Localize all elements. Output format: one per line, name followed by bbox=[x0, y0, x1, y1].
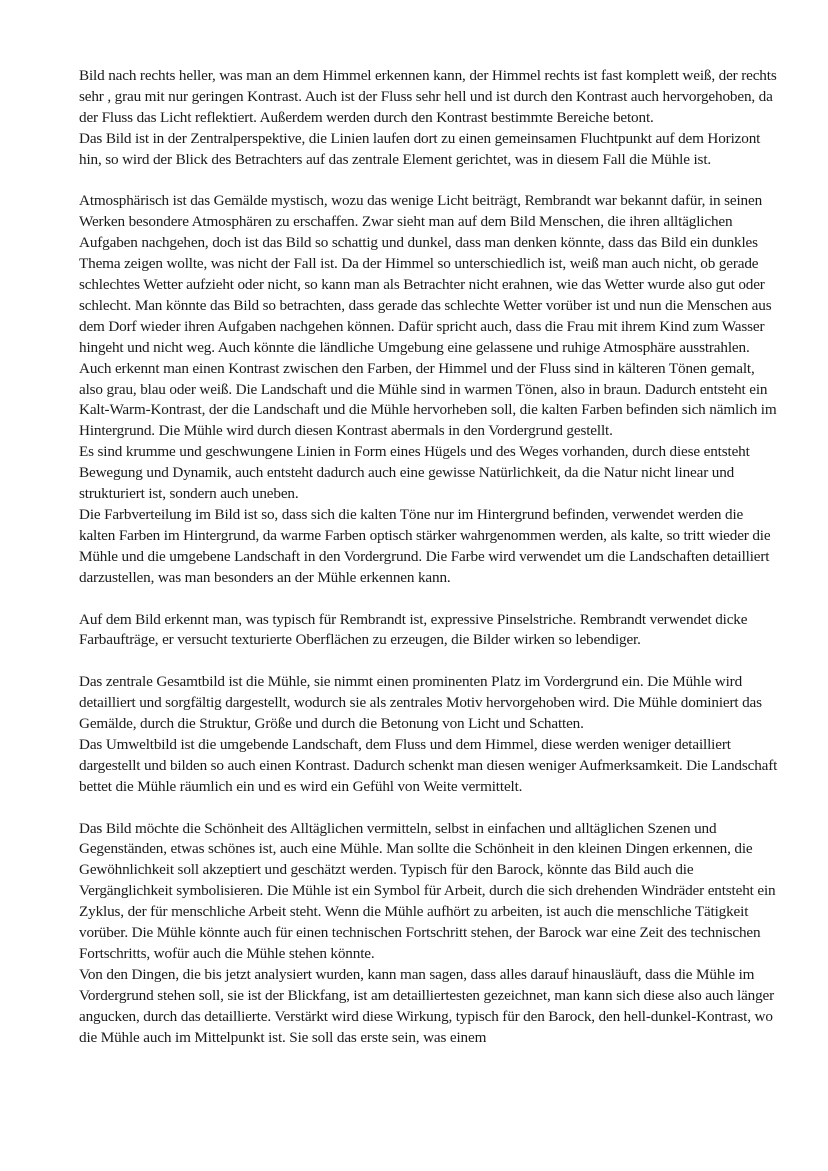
paragraph-central-perspective: Das Bild ist in der Zentralperspektive, die Linien laufen dort zu einen gemeinsamen Fluchtpunkt auf dem Horizont hin, so wird der Blick des Betrachters auf das zentrale Element gerichtet, was in diesem Fall die Mühle ist. bbox=[79, 129, 761, 168]
paragraph-gap bbox=[79, 171, 779, 192]
paragraph-brushstrokes: Auf dem Bild erkennt man, was typisch für Rembrandt ist, expressive Pinselstriche. Rembrandt verwendet dicke Farbaufträge, er versucht texturierte Oberflächen zu erzeugen, die Bilder wirken so lebendiger. bbox=[79, 610, 748, 649]
paragraph-curved-lines: Es sind krumme und geschwungene Linien in Form eines Hügels und des Weges vorhanden, durch diese entsteht Bewegung und Dynamik, auch entsteht dadurch auch eine gewisse Natürlichkeit, da die Natur nicht linear und strukturiert ist, sondern auch uneben. bbox=[79, 443, 750, 503]
paragraph-gap bbox=[79, 651, 779, 672]
paragraph-everyday-beauty: Das Bild möchte die Schönheit des Alltäglichen vermitteln, selbst in einfachen und alltäglichen Szenen und Gegenständen, etwas schönes ist, auch eine Mühle. Man sollte die Schönheit in den kleinen Dingen erkennen, die Gewöhnlichkeit soll akzeptiert und geschätzt werden. Typisch für den Barock, könnte das Bild auch die Vergänglichkeit symbolisieren. Die Mühle ist ein Symbol für Arbeit, durch die sich drehenden Windräder entsteht ein Zyklus, der für menschliche Arbeit steht. Wenn die Mühle aufhört zu arbeiten, ist auch die menschliche Tätigkeit vorüber. Die Mühle könnte auch für einen technischen Fortschritt stehen, der Barock war eine Zeit des technischen Fortschritts, wofür auch die Mühle stehen könnte. bbox=[79, 819, 776, 962]
document-page bbox=[79, 66, 779, 1049]
paragraph-color-distribution: Die Farbverteilung im Bild ist so, dass sich die kalten Töne nur im Hintergrund befinden, verwendet werden die kalten Farben im Hintergrund, da warme Farben optisch stärker wahrgenommen werden, als kalte, so tritt wieder die Mühle und die umgebene Landschaft in den Vordergrund. Die Farbe wird verwendet um die Landschaften detailliert darzustellen, was man besonders an der Mühle erkennen kann. bbox=[79, 506, 771, 586]
paragraph-atmosphere: Atmosphärisch ist das Gemälde mystisch, wozu das wenige Licht beiträgt, Rembrandt war bekannt dafür, in seinen Werken besondere Atmosphären zu erschaffen. Zwar sieht man auf dem Bild Menschen, die ihren alltäglichen Aufgaben nachgehen, doch ist das Bild so schattig und dunkel, dass man denken könnte, dass das Bild ein dunkles Thema zeigen wollte, was nicht der Fall ist. Da der Himmel so unterschiedlich ist, weiß man auch nicht, ob gerade schlechtes Wetter aufzieht oder nicht, so kann man als Betrachter nicht erahnen, wie das Wetter wurde also gut oder schlecht. Man könnte das Bild so betrachten, dass gerade das schlechte Wetter vorüber ist und nun die Menschen aus dem Dorf wieder ihren Aufgaben nachgehen können. Dafür spricht auch, dass die Frau mit ihrem Kind zum Wasser hingeht und nicht weg. Auch könnte die ländliche Umgebung eine gelassene und ruhige Atmosphäre ausstrahlen. bbox=[79, 192, 772, 356]
paragraph-gap bbox=[79, 589, 779, 610]
paragraph-gap bbox=[79, 798, 779, 819]
paragraph-central-motif: Das zentrale Gesamtbild ist die Mühle, sie nimmt einen prominenten Platz im Vordergrund ein. Die Mühle wird detailliert und sorgfältig dargestellt, wodurch sie als zentrales Motiv hervorgehoben wird. Die Mühle dominiert das Gemälde, durch die Struktur, Größe und durch die Betonung von Licht und Schatten. bbox=[79, 673, 762, 733]
paragraph-surroundings: Das Umweltbild ist die umgebende Landschaft, dem Fluss und dem Himmel, diese werden weniger detailliert dargestellt und bilden so auch einen Kontrast. Dadurch schenkt man diesen weniger Aufmerksamkeit. Die Landschaft bettet die Mühle räumlich ein und es wird ein Gefühl von Weite vermittelt. bbox=[79, 735, 778, 795]
paragraph-conclusion: Von den Dingen, die bis jetzt analysiert wurden, kann man sagen, dass alles darauf hinausläuft, dass die Mühle im Vordergrund stehen soll, sie ist der Blickfang, ist am detailliertesten gezeichnet, man kann sich diese also auch länger angucken, durch das detaillierte. Verstärkt wird diese Wirkung, typisch für den Barock, den hell-dunkel-Kontrast, wo die Mühle auch im Mittelpunkt ist. Sie soll das erste sein, was einem bbox=[79, 965, 775, 1046]
paragraph-cold-warm-contrast: Auch erkennt man einen Kontrast zwischen den Farben, der Himmel und der Fluss sind in kälteren Tönen gemalt, also grau, blau oder weiß. Die Landschaft und die Mühle sind in warmen Tönen, also in braun. Dadurch entsteht ein Kalt-Warm-Kontrast, der die Landschaft und die Mühle hervorheben soll, die kalten Farben befinden sich nämlich im Hintergrund. Die Mühle wird durch diesen Kontrast abermals in den Vordergrund gestellt. bbox=[79, 359, 777, 440]
paragraph-lighting-contrast: Bild nach rechts heller, was man an dem Himmel erkennen kann, der Himmel rechts ist fast komplett weiß, der rechts sehr , grau mit nur geringen Kontrast. Auch ist der Fluss sehr hell und ist durch den Kontrast auch hervorgehoben, da der Fluss das Licht reflektiert. Außerdem werden durch den Kontrast bestimmte Bereiche betont. bbox=[79, 67, 777, 126]
